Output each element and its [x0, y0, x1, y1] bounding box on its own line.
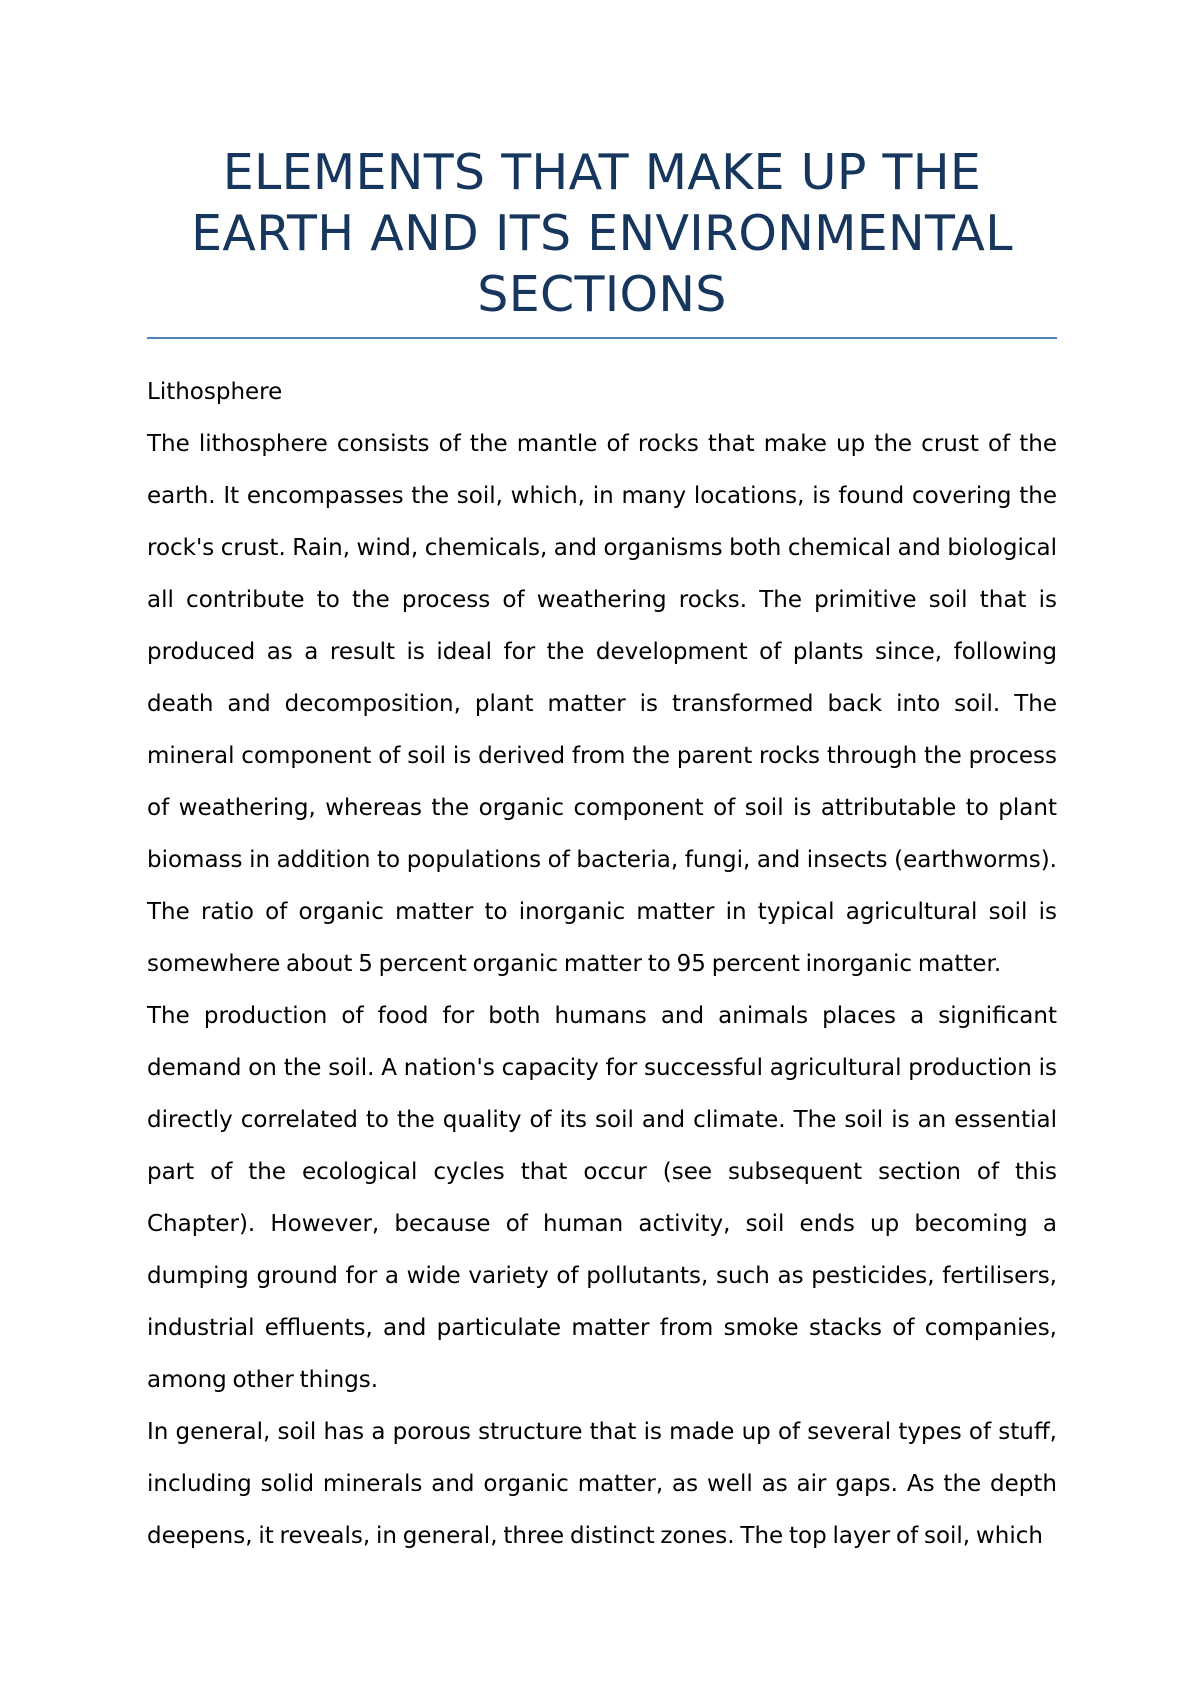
paragraph: The lithosphere consists of the mantle of rocks that make up the crust of the earth. It encompasses the soil, which, in many locations, is found covering the rock's crust. Rain, wind, chemicals, and organisms both chemical and biological all contribute to the process of weathering rocks. The primitive soil that is produced as a result is ideal for the development of plants since, following death and decomposition, plant matter is transformed back into soil. The mineral component of soil is derived from the parent rocks through the process of weathering, whereas the organic component of soil is attributable to plant biomass in addition to populations of bacteria, fungi, and insects (earthworms). The ratio of organic matter to inorganic matter in typical agricultural soil is somewhere about 5 percent organic matter to 95 percent inorganic matter. [147, 431, 1057, 977]
title-underline [147, 337, 1057, 339]
document-body [147, 366, 1057, 1562]
document-title: ELEMENTS THAT MAKE UP THE EARTH AND ITS ENVIRONMENTAL SECTIONS [191, 144, 1013, 323]
section-heading: Lithosphere [147, 379, 283, 405]
paragraph: The production of food for both humans and animals places a significant demand on the soil. A nation's capacity for successful agricultural production is directly correlated to the quality of its soil and climate. The soil is an essential part of the ecological cycles that occur (see subsequent section of this Chapter). However, because of human activity, soil ends up becoming a dumping ground for a wide variety of pollutants, such as pesticides, fertilisers, industrial effluents, and particulate matter from smoke stacks of companies, among other things. [147, 1003, 1057, 1393]
paragraph: In general, soil has a porous structure that is made up of several types of stuff, including solid minerals and organic matter, as well as air gaps. As the depth deepens, it reveals, in general, three distinct zones. The top layer of soil, which [147, 1419, 1057, 1549]
